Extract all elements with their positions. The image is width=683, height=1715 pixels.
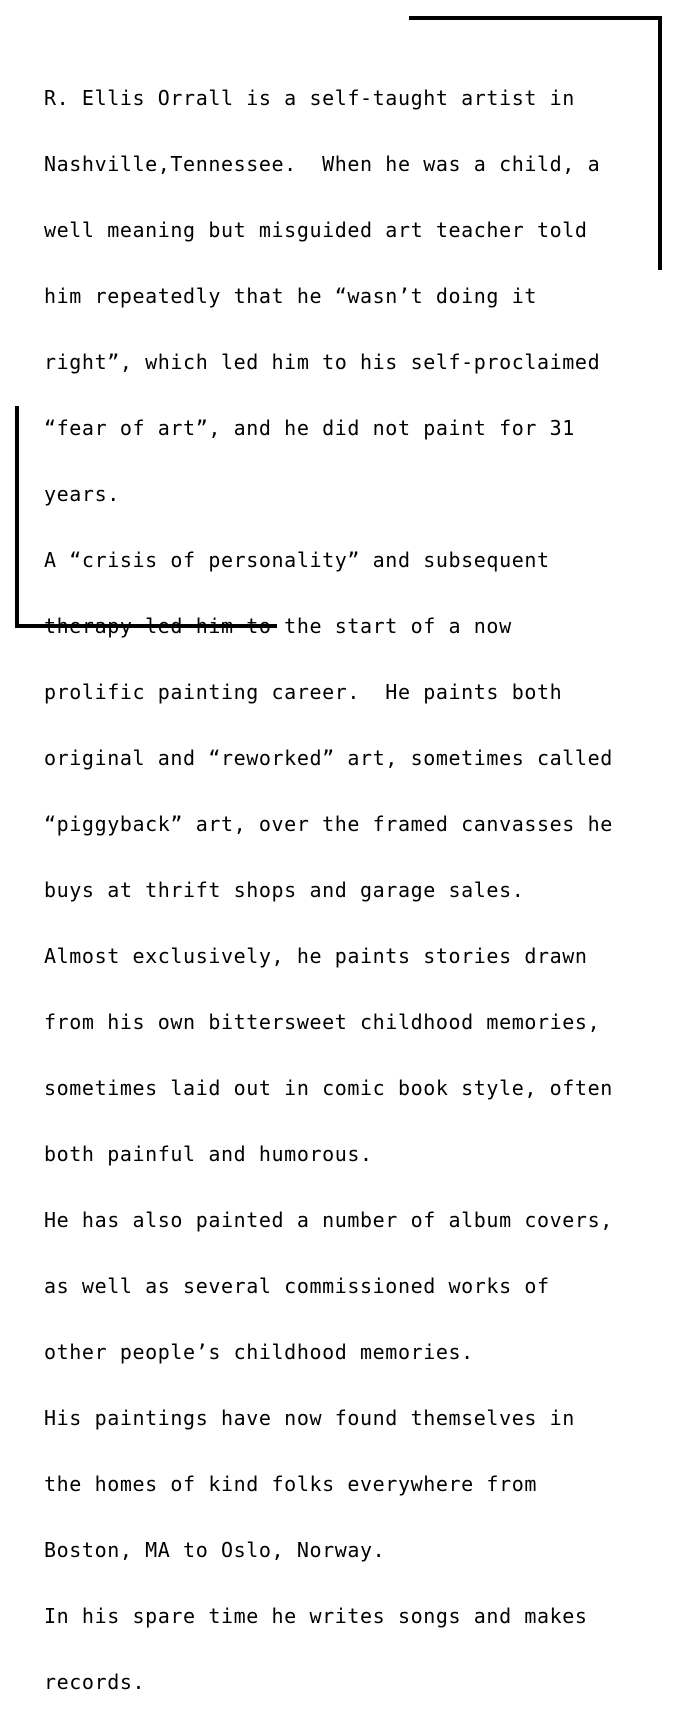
bio-line: him repeatedly that he “wasn’t doing it: [44, 284, 537, 308]
bio-line: He has also painted a number of album covers,: [44, 1208, 613, 1232]
bio-line: buys at thrift shops and garage sales.: [44, 878, 525, 902]
bio-line: A “crisis of personality” and subsequent: [44, 548, 550, 572]
bio-line: therapy led him to the start of a now: [44, 614, 512, 638]
bio-line: both painful and humorous.: [44, 1142, 373, 1166]
bottom-left-bracket-vertical: [15, 406, 19, 628]
bio-line: prolific painting career. He paints both: [44, 680, 563, 704]
bio-line: well meaning but misguided art teacher told: [44, 218, 588, 242]
bio-line: R. Ellis Orrall is a self-taught artist in: [44, 86, 575, 110]
bio-line: sometimes laid out in comic book style, often: [44, 1076, 613, 1100]
bio-line: “piggyback” art, over the framed canvasses he: [44, 812, 613, 836]
bio-line: “fear of art”, and he did not paint for 31: [44, 416, 575, 440]
bio-line: His paintings have now found themselves in: [44, 1406, 575, 1430]
bio-line: as well as several commissioned works of: [44, 1274, 550, 1298]
bio-line: years.: [44, 482, 120, 506]
bio-line: records.: [44, 1670, 146, 1694]
bio-line: Boston, MA to Oslo, Norway.: [44, 1538, 386, 1562]
bio-line: from his own bittersweet childhood memories,: [44, 1010, 601, 1034]
top-right-bracket-horizontal: [409, 16, 662, 20]
bio-text-block: [44, 43, 613, 1715]
bio-line: original and “reworked” art, sometimes called: [44, 746, 613, 770]
top-right-bracket-vertical: [658, 16, 662, 270]
bio-line: Almost exclusively, he paints stories drawn: [44, 944, 588, 968]
bio-line: In his spare time he writes songs and makes: [44, 1604, 588, 1628]
bio-line: right”, which led him to his self-proclaimed: [44, 350, 601, 374]
bio-line: the homes of kind folks everywhere from: [44, 1472, 537, 1496]
bio-line: other people’s childhood memories.: [44, 1340, 474, 1364]
bio-line: Nashville,Tennessee. When he was a child, a: [44, 152, 601, 176]
